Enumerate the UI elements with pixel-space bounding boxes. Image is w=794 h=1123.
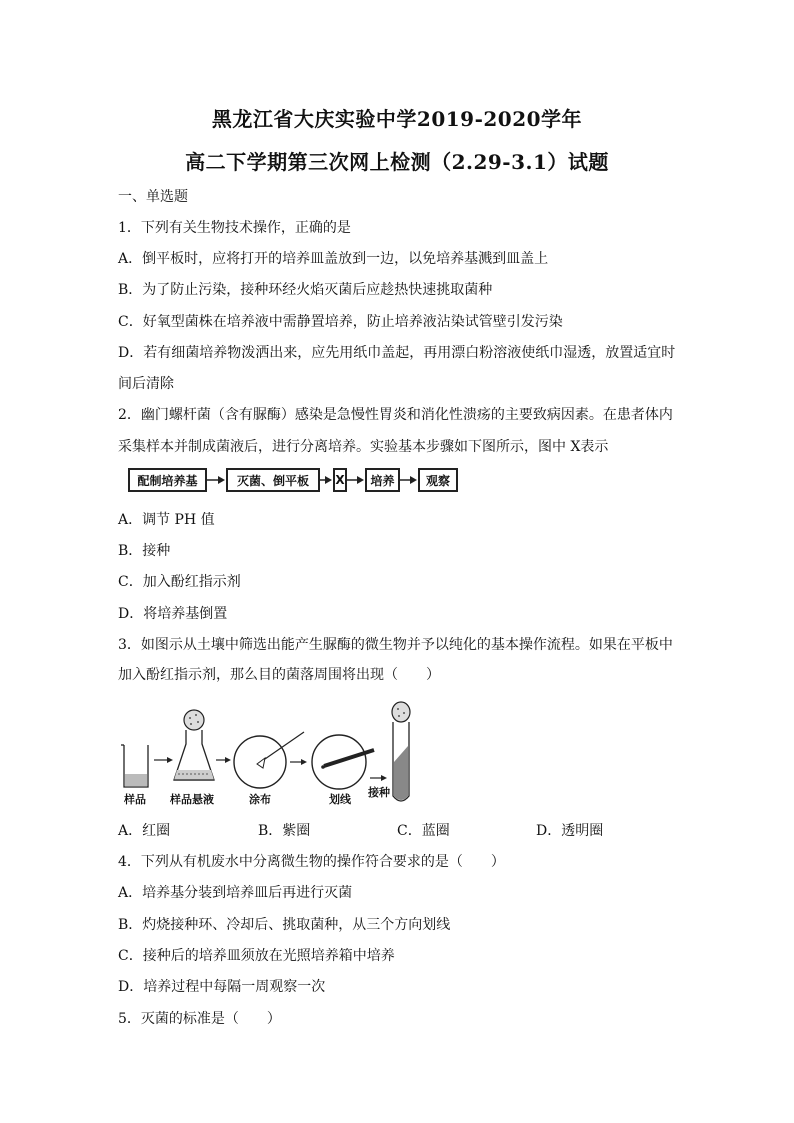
question-4-option-d: D．培养过程中每隔一周观察一次 [118,979,326,995]
question-2-option-a: A．调节 PH 值 [118,512,215,528]
label-spread: 涂布 [249,793,271,806]
label-sample-suspension: 样品悬液 [170,793,214,806]
question-3-option-c: C．蓝圈 [397,823,450,839]
flask-icon [174,710,214,780]
arrow-icon [216,757,231,763]
petri-dish-spread-icon [234,732,304,788]
flow-arrow-icon [207,468,226,492]
question-1-option-a: A．倒平板时，应将打开的培养皿盖放到一边，以免培养基溅到皿盖上 [118,251,549,267]
section-heading: 一、单选题 [118,189,188,205]
microbe-isolation-diagram [118,700,418,810]
question-5-stem: 5．灭菌的标准是（ ） [118,1011,281,1027]
flow-step-observe: 观察 [418,468,458,492]
question-2-stem-2: 采集样本并制成菌液后，进行分离培养。实验基本步骤如下图所示，图中 X表示 [118,439,609,455]
question-1-option-c: C．好氧型菌株在培养液中需静置培养，防止培养液沾染试管壁引发污染 [118,314,563,330]
petri-dish-streak-icon [312,735,374,789]
label-inoculate: 接种 [368,786,390,799]
question-2-option-b: B．接种 [118,543,171,559]
question-4-stem: 4．下列从有机废水中分离微生物的操作符合要求的是（ ） [118,854,505,870]
question-3-option-b: B．紫圈 [258,823,311,839]
question-2-stem-1: 2．幽门螺杆菌（含有脲酶）感染是急慢性胃炎和消化性溃疡的主要致病因素。在患者体内 [118,407,673,423]
question-2-option-d: D．将培养基倒置 [118,606,228,622]
title-line-1: 黑龙江省大庆实验中学2019-2020学年 [211,107,583,131]
beaker-icon [121,745,148,787]
arrow-icon [154,757,173,763]
label-streak: 划线 [329,793,351,806]
question-4-option-c: C．接种后的培养皿须放在光照培养箱中培养 [118,948,395,964]
title-line-2: 高二下学期第三次网上检测（2.29-3.1）试题 [185,150,609,174]
question-4-option-a: A．培养基分装到培养皿后再进行灭菌 [118,885,353,901]
arrow-icon [370,775,387,781]
flow-step-prepare-medium: 配制培养基 [128,468,207,492]
question-1-option-d: D．若有细菌培养物泼洒出来，应先用纸巾盖起，再用漂白粉溶液使纸巾湿透，放置适宜时 [118,345,676,361]
label-sample: 样品 [124,793,146,806]
arrow-icon [290,759,307,765]
flow-step-x: X [333,468,347,492]
test-tube-icon [392,702,410,801]
flow-step-culture: 培养 [365,468,400,492]
question-4-option-b: B．灼烧接种环、冷却后、挑取菌种，从三个方向划线 [118,917,451,933]
question-3-option-a: A．红圈 [118,823,171,839]
question-2-option-c: C．加入酚红指示剂 [118,574,241,590]
flow-arrow-icon [320,468,333,492]
flow-step-sterilize: 灭菌、倒平板 [226,468,320,492]
question-3-stem-2: 加入酚红指示剂，那么目的菌落周围将出现（ ） [118,667,440,683]
question-1-option-b: B．为了防止污染，接种环经火焰灭菌后应趁热快速挑取菌种 [118,282,493,298]
question-1-stem: 1．下列有关生物技术操作，正确的是 [118,220,351,236]
question-3-option-d: D．透明圈 [536,823,604,839]
flow-arrow-icon [347,468,365,492]
question-1-option-d-cont: 间后清除 [118,376,174,392]
question-3-stem-1: 3．如图示从土壤中筛选出能产生脲酶的微生物并予以纯化的基本操作流程。如果在平板中 [118,637,673,653]
flow-arrow-icon [400,468,418,492]
